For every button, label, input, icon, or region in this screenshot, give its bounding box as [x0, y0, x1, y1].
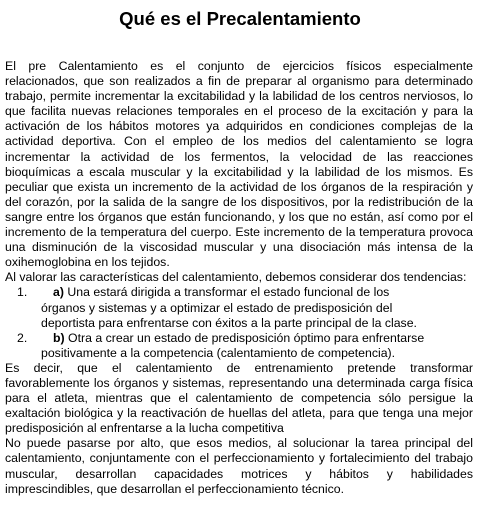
- list-item-number: 1.: [17, 285, 28, 300]
- text-line: relacionados, que son realizados a fin de preparar al organismo para determinado: [5, 74, 473, 89]
- text-line: No puede pasarse por alto, que esos medios, al solucionar la tarea principal del: [5, 436, 473, 451]
- list-item-text: Una estará dirigida a transformar el estado funcional de los: [67, 285, 390, 300]
- list-item-text: órganos y sistemas y a optimizar el estado de predisposición del: [41, 300, 393, 315]
- page-title: Qué es el Precalentamiento: [119, 8, 361, 29]
- list-item-text: deportista para enfrentarse con éxitos a la parte principal de la clase.: [41, 315, 417, 330]
- text-line: activación de los hábitos motores ya adquiridos en condiciones complejas de la: [5, 119, 473, 134]
- text-line: muscular, desarrollan capacidades motrices y hábitos y habilidades: [5, 466, 473, 481]
- text-line: favorablemente los órganos y sistemas, representando una determinada carga física: [5, 375, 473, 390]
- list-item-label: a): [53, 285, 64, 300]
- paragraph-comparison: [5, 361, 473, 436]
- text-line: para el atleta, mientras que el calentamiento de competencia sólo persigue la: [5, 391, 473, 406]
- text-line: bioquímicas a escala muscular y la excitabilidad y la labilidad de los mismos. Es: [5, 164, 473, 179]
- text-line: incremento de la temperatura del cuerpo. Este incremento de la temperatura provoca: [5, 225, 473, 240]
- text-line: trabajo, permite incrementar la excitabilidad y la labilidad de los centros nerviosos, lo: [5, 89, 473, 104]
- article-body: [5, 59, 473, 497]
- text-line: imprescindibles, que desarrollan el perfeccionamiento técnico.: [5, 481, 345, 496]
- list-item-text: Otra a crear un estado de predisposición óptimo para enfrentarse: [68, 330, 425, 345]
- text-line: El pre Calentamiento es el conjunto de ejercicios físicos especialmente: [5, 59, 473, 73]
- list-item: [5, 285, 473, 330]
- text-line: del corazón, por la salida de la sangre de los dispositivos, por la redistribución de la: [5, 194, 473, 209]
- paragraph-definition: [5, 59, 473, 270]
- list-item-text: positivamente a la competencia (calentamiento de competencia).: [41, 345, 396, 360]
- text-line: exaltación biológica y la reactivación de huellas del atleta, para que tenga una mejor: [5, 406, 473, 421]
- text-line: incrementar la actividad de los fermentos, la velocidad de las reacciones: [5, 149, 473, 164]
- text-line: una disminución de la viscosidad muscular y una disociación más intensa de la: [5, 240, 473, 255]
- text-line: calentamiento, conjuntamente con el perfeccionamiento y fortalecimiento del trabajo: [5, 451, 473, 466]
- text-line: sangre entre los órganos que están funcionando, y los que no están, así como por el: [5, 209, 473, 224]
- text-line: oxihemoglobina en los tejidos.: [5, 255, 170, 270]
- list-item-number: 2.: [17, 330, 28, 345]
- text-line: Es decir, que el calentamiento de entrenamiento pretende transformar: [5, 360, 473, 375]
- list-item: [5, 331, 473, 361]
- list-intro: Al valorar las características del calentamiento, debemos considerar dos tendencias:: [5, 270, 467, 285]
- text-line: actividad deportiva. Con el empleo de los medios del calentamiento se logra: [5, 134, 473, 149]
- text-line: peculiar que exista un incremento de la actividad de los órganos de la respiración y: [5, 179, 473, 194]
- list-item-label: b): [53, 330, 65, 345]
- paragraph-conclusion: [5, 436, 473, 496]
- text-line: predisposición al enfrentarse a la lucha competitiva: [5, 421, 284, 436]
- text-line: que facilita nuevas relaciones temporales en el proceso de la excitación y para la: [5, 104, 473, 119]
